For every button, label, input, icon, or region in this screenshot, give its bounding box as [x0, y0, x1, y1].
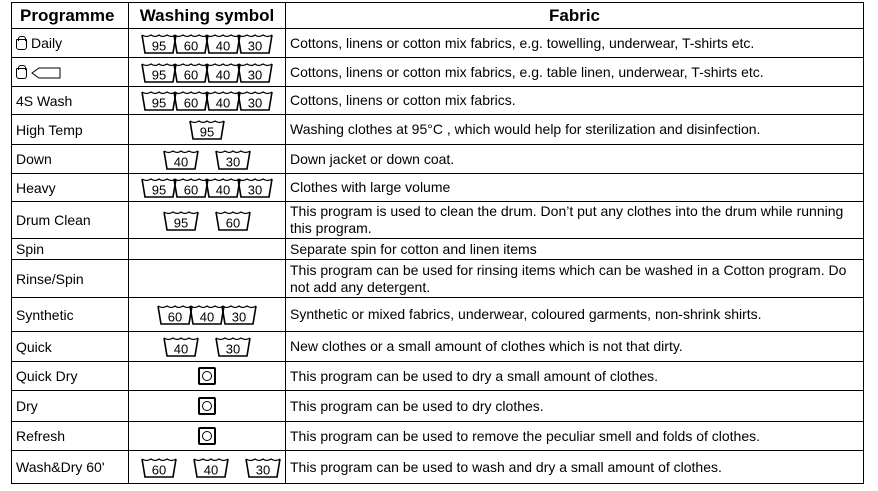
programme-label: Spin — [16, 241, 45, 257]
programme-name — [12, 58, 129, 87]
programme-label: Dry — [16, 398, 38, 414]
programme-name — [12, 87, 129, 115]
wash-tub-icon — [205, 90, 241, 111]
fabric-description: Cottons, linens or cotton mix fabrics, e.g. table linen, underwear, T-shirts etc. — [286, 58, 864, 87]
wash-tub-icon — [163, 336, 199, 357]
fabric-description: Separate spin for cotton and linen items — [286, 239, 864, 260]
programme-row — [12, 260, 864, 298]
temperature-label: 40 — [215, 38, 231, 53]
fabric-description: Clothes with large volume — [286, 174, 864, 202]
temperature-label: 30 — [225, 154, 241, 169]
programme-label: Synthetic — [16, 306, 74, 323]
programme-label: Quick Dry — [16, 368, 78, 384]
wash-tub-icon — [173, 33, 209, 54]
programme-row — [12, 87, 864, 115]
programme-label: Down — [16, 151, 52, 167]
wash-tub-icon — [141, 90, 177, 111]
temperature-label: 60 — [183, 95, 199, 111]
temperature-label: 60 — [183, 182, 199, 198]
programme-name — [12, 451, 129, 484]
temperature-label: 40 — [199, 309, 215, 325]
header-row — [12, 3, 864, 29]
programme-label: Rinse/Spin — [16, 270, 84, 287]
programme-row — [12, 58, 864, 87]
programme-label: Daily — [31, 35, 63, 51]
washing-symbol-cell — [129, 362, 286, 391]
programme-row — [12, 362, 864, 391]
wash-tub-icon — [205, 33, 241, 54]
programme-row — [12, 391, 864, 422]
temperature-label: 30 — [247, 95, 263, 111]
temperature-label: 60 — [225, 215, 241, 230]
programme-name — [12, 260, 129, 298]
wash-tub-icon — [221, 304, 257, 325]
wash-tub-icon — [163, 210, 199, 231]
washing-symbol-header: Washing symbol — [129, 3, 286, 29]
wash-tub-icon — [237, 62, 273, 83]
tumble-dry-icon — [198, 367, 216, 385]
wash-tub-icon — [163, 149, 199, 170]
wash-tub-icon — [237, 90, 273, 111]
shirt-icon — [16, 68, 27, 79]
washing-symbol-cell — [129, 332, 286, 362]
wash-tub-icon — [141, 33, 177, 54]
programme-label: Drum Clean — [16, 212, 91, 228]
washing-symbol-cell — [129, 174, 286, 202]
fabric-description: New clothes or a small amount of clothes which is not that dirty. — [286, 332, 864, 362]
programme-name — [12, 391, 129, 422]
programme-name — [12, 332, 129, 362]
programme-label: 4S Wash — [16, 92, 73, 109]
wash-tub-icon — [205, 62, 241, 83]
wash-tub-icon — [157, 304, 193, 325]
temperature-label: 95 — [199, 124, 215, 140]
programme-label: Heavy — [16, 179, 56, 196]
temperature-label: 60 — [151, 462, 167, 477]
programme-name — [12, 29, 129, 58]
temperature-label: 30 — [231, 309, 247, 325]
fabric-description: Cottons, linens or cotton mix fabrics. — [286, 87, 864, 115]
wash-tub-icon — [173, 177, 209, 198]
wash-tub-icon — [245, 457, 281, 478]
temperature-label: 40 — [215, 182, 231, 198]
fabric-description: Synthetic or mixed fabrics, underwear, coloured garments, non-shrink shirts. — [286, 298, 864, 332]
programme-header: Programme — [12, 3, 129, 29]
wash-tub-icon — [237, 177, 273, 198]
programme-table — [11, 2, 864, 484]
wash-tub-icon — [173, 62, 209, 83]
washing-symbol-cell — [129, 87, 286, 115]
programme-label: Quick — [16, 338, 52, 355]
washing-symbol-cell — [129, 115, 286, 145]
programme-row — [12, 422, 864, 451]
wash-tub-icon — [215, 149, 251, 170]
programme-row — [12, 202, 864, 239]
programme-label: Refresh — [16, 428, 66, 444]
programme-row — [12, 298, 864, 332]
temperature-label: 95 — [151, 67, 167, 82]
programme-name — [12, 239, 129, 260]
washing-symbol-cell — [129, 239, 286, 260]
programme-row — [12, 29, 864, 58]
wash-tub-icon — [141, 177, 177, 198]
washing-symbol-cell — [129, 451, 286, 484]
wash-tub-icon — [141, 457, 177, 478]
washing-symbol-cell — [129, 260, 286, 298]
temperature-label: 30 — [247, 182, 263, 198]
temperature-label: 40 — [203, 462, 219, 477]
programme-name — [12, 202, 129, 239]
washing-symbol-cell — [129, 145, 286, 174]
wash-tub-icon — [173, 90, 209, 111]
fabric-description: This program can be used to dry a small amount of clothes. — [286, 362, 864, 391]
programme-row — [12, 115, 864, 145]
wash-tub-icon — [215, 336, 251, 357]
wash-tub-icon — [141, 62, 177, 83]
temperature-label: 95 — [173, 215, 189, 230]
temperature-label: 30 — [255, 462, 271, 477]
temperature-label: 95 — [151, 95, 167, 111]
programme-name — [12, 298, 129, 332]
temperature-label: 30 — [247, 67, 263, 82]
washing-symbol-cell — [129, 202, 286, 239]
fabric-description: Washing clothes at 95°C , which would help for sterilization and disinfection. — [286, 115, 864, 145]
programme-row — [12, 239, 864, 260]
wash-tub-icon — [237, 33, 273, 54]
washing-symbol-cell — [129, 29, 286, 58]
programme-row — [12, 145, 864, 174]
washing-symbol-cell — [129, 391, 286, 422]
fabric-description: This program can be used for rinsing items which can be washed in a Cotton program. Do not add any detergent. — [286, 260, 864, 298]
temperature-label: 60 — [167, 309, 183, 325]
fabric-description: This program can be used to remove the peculiar smell and folds of clothes. — [286, 422, 864, 451]
temperature-label: 95 — [151, 38, 167, 53]
temperature-label: 30 — [225, 341, 241, 357]
tumble-dry-icon — [198, 397, 216, 415]
washing-symbol-cell — [129, 422, 286, 451]
temperature-label: 40 — [173, 341, 189, 357]
programme-name — [12, 362, 129, 391]
fabric-description: This program can be used to wash and dry a small amount of clothes. — [286, 451, 864, 484]
shirt-icon — [16, 39, 27, 50]
temperature-label: 95 — [151, 182, 167, 198]
programme-name — [12, 145, 129, 174]
programme-row — [12, 174, 864, 202]
programme-label: Wash&Dry 60' — [16, 459, 105, 475]
washing-symbol-cell — [129, 298, 286, 332]
programme-name — [12, 115, 129, 145]
temperature-label: 40 — [215, 67, 231, 82]
long-arrow-icon — [31, 67, 61, 79]
tumble-dry-icon — [198, 427, 216, 445]
fabric-description: This program can be used to dry clothes. — [286, 391, 864, 422]
temperature-label: 60 — [183, 38, 199, 53]
temperature-label: 60 — [183, 67, 199, 82]
temperature-label: 40 — [215, 95, 231, 111]
programme-row — [12, 451, 864, 484]
fabric-header: Fabric — [286, 3, 864, 29]
wash-tub-icon — [205, 177, 241, 198]
wash-tub-icon — [189, 304, 225, 325]
fabric-description: Cottons, linens or cotton mix fabrics, e.g. towelling, underwear, T-shirts etc. — [286, 29, 864, 58]
wash-tub-icon — [189, 119, 225, 140]
fabric-description: This program is used to clean the drum. Don’t put any clothes into the drum while running this program. — [286, 202, 864, 239]
temperature-label: 30 — [247, 38, 263, 53]
fabric-description: Down jacket or down coat. — [286, 145, 864, 174]
wash-tub-icon — [193, 457, 229, 478]
programme-name — [12, 422, 129, 451]
temperature-label: 40 — [173, 154, 189, 169]
programme-name — [12, 174, 129, 202]
programme-label: High Temp — [16, 121, 83, 138]
wash-tub-icon — [215, 210, 251, 231]
washing-symbol-cell — [129, 58, 286, 87]
programme-row — [12, 332, 864, 362]
